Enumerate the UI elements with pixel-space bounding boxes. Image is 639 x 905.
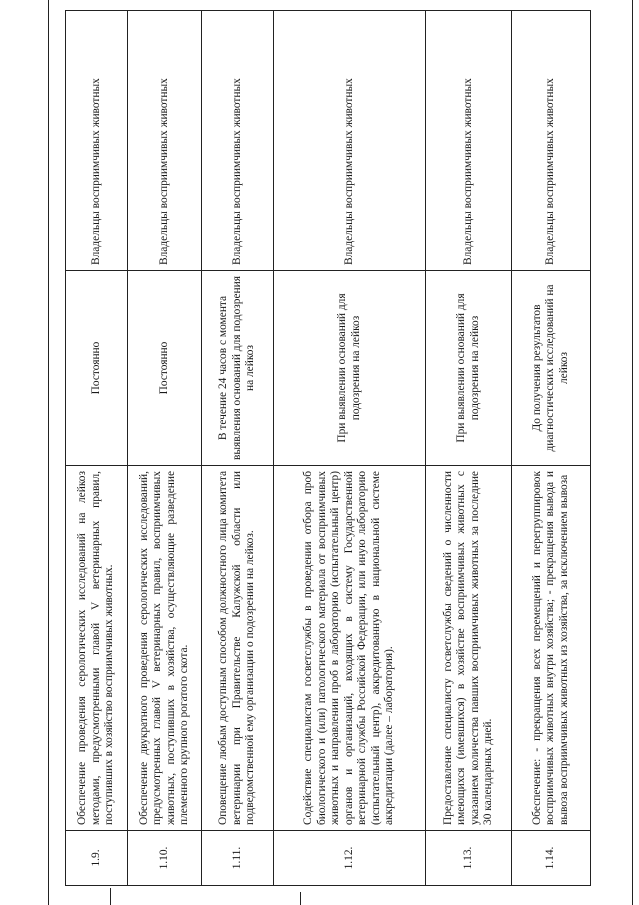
row-responsible: Владельцы восприимчивых животных bbox=[426, 11, 512, 271]
table-row bbox=[128, 11, 202, 886]
scan-edge-line bbox=[48, 0, 49, 905]
row-number: 1.14. bbox=[512, 831, 591, 886]
row-responsible: Владельцы восприимчивых животных bbox=[202, 11, 274, 271]
row-responsible: Владельцы восприимчивых животных bbox=[274, 11, 426, 271]
row-term: При выявлении оснований для подозрения на лейкоз bbox=[426, 271, 512, 466]
row-responsible: Владельцы восприимчивых животных bbox=[66, 11, 128, 271]
table-row bbox=[274, 11, 426, 886]
row-term: Постоянно bbox=[66, 271, 128, 466]
row-action: Оповещение любым доступным способом должностного лица комитета ветеринарии при Правительстве Калужской области или подведомственной ему организации о подозрении на лейкоз. bbox=[202, 466, 274, 831]
table-row bbox=[202, 11, 274, 886]
row-term: Постоянно bbox=[128, 271, 202, 466]
row-number: 1.12. bbox=[274, 831, 426, 886]
row-action: Предоставление специалисту госветслужбы сведений о численности имеющихся (имевшихся) в хозяйстве восприимчивых животных с указанием количества павших восприимчивых животных за последние 30 календарных дней. bbox=[426, 466, 512, 831]
measures-table bbox=[65, 10, 591, 886]
row-number: 1.11. bbox=[202, 831, 274, 886]
row-number: 1.10. bbox=[128, 831, 202, 886]
row-number: 1.13. bbox=[426, 831, 512, 886]
scan-edge-line bbox=[632, 0, 633, 905]
row-responsible: Владельцы восприимчивых животных bbox=[512, 11, 591, 271]
rotated-page bbox=[65, 11, 590, 886]
row-term: В течение 24 часов с момента выявления оснований для подозрения на лейкоз bbox=[202, 271, 274, 466]
row-term: При выявлении оснований для подозрения на лейкоз bbox=[274, 271, 426, 466]
row-responsible: Владельцы восприимчивых животных bbox=[128, 11, 202, 271]
scan-edge-line bbox=[110, 888, 111, 905]
row-number: 1.9. bbox=[66, 831, 128, 886]
row-action: Обеспечение проведения серологических исследований на лейкоз методами, предусмотренными главой V ветеринарных правил, поступивших в хозяйство восприимчивых животных. bbox=[66, 466, 128, 831]
table-row bbox=[512, 11, 591, 886]
scan-edge-line bbox=[300, 892, 301, 905]
table-row bbox=[66, 11, 128, 886]
row-action: Содействие специалистам госветслужбы в проведении отбора проб биологического и (или) патологического материала от восприимчивых животных и направлении проб в лабораторию (испытательный центр) органов и организаций, входящих в систему Государственной ветеринарной службы Российской Федерации, или иную лабораторию (испытательный центр), аккредитованную в национальной системе аккредитации (далее – лаборатория). bbox=[274, 466, 426, 831]
row-term: До получения результатов диагностических исследований на лейкоз bbox=[512, 271, 591, 466]
row-action: Обеспечение: - прекращения всех перемещений и перегруппировок восприимчивых животных внутри хозяйства; - прекращения вывода и вывоза восприимчивых животных из хозяйства, за исключением вывоза bbox=[512, 466, 591, 831]
table-row bbox=[426, 11, 512, 886]
row-action: Обеспечение двукратного проведения серологических исследований, предусмотренных главой V ветеринарных правил, восприимчивых животных, поступивших в хозяйства, осуществляющие разведение племенного крупного рогатого скота. bbox=[128, 466, 202, 831]
